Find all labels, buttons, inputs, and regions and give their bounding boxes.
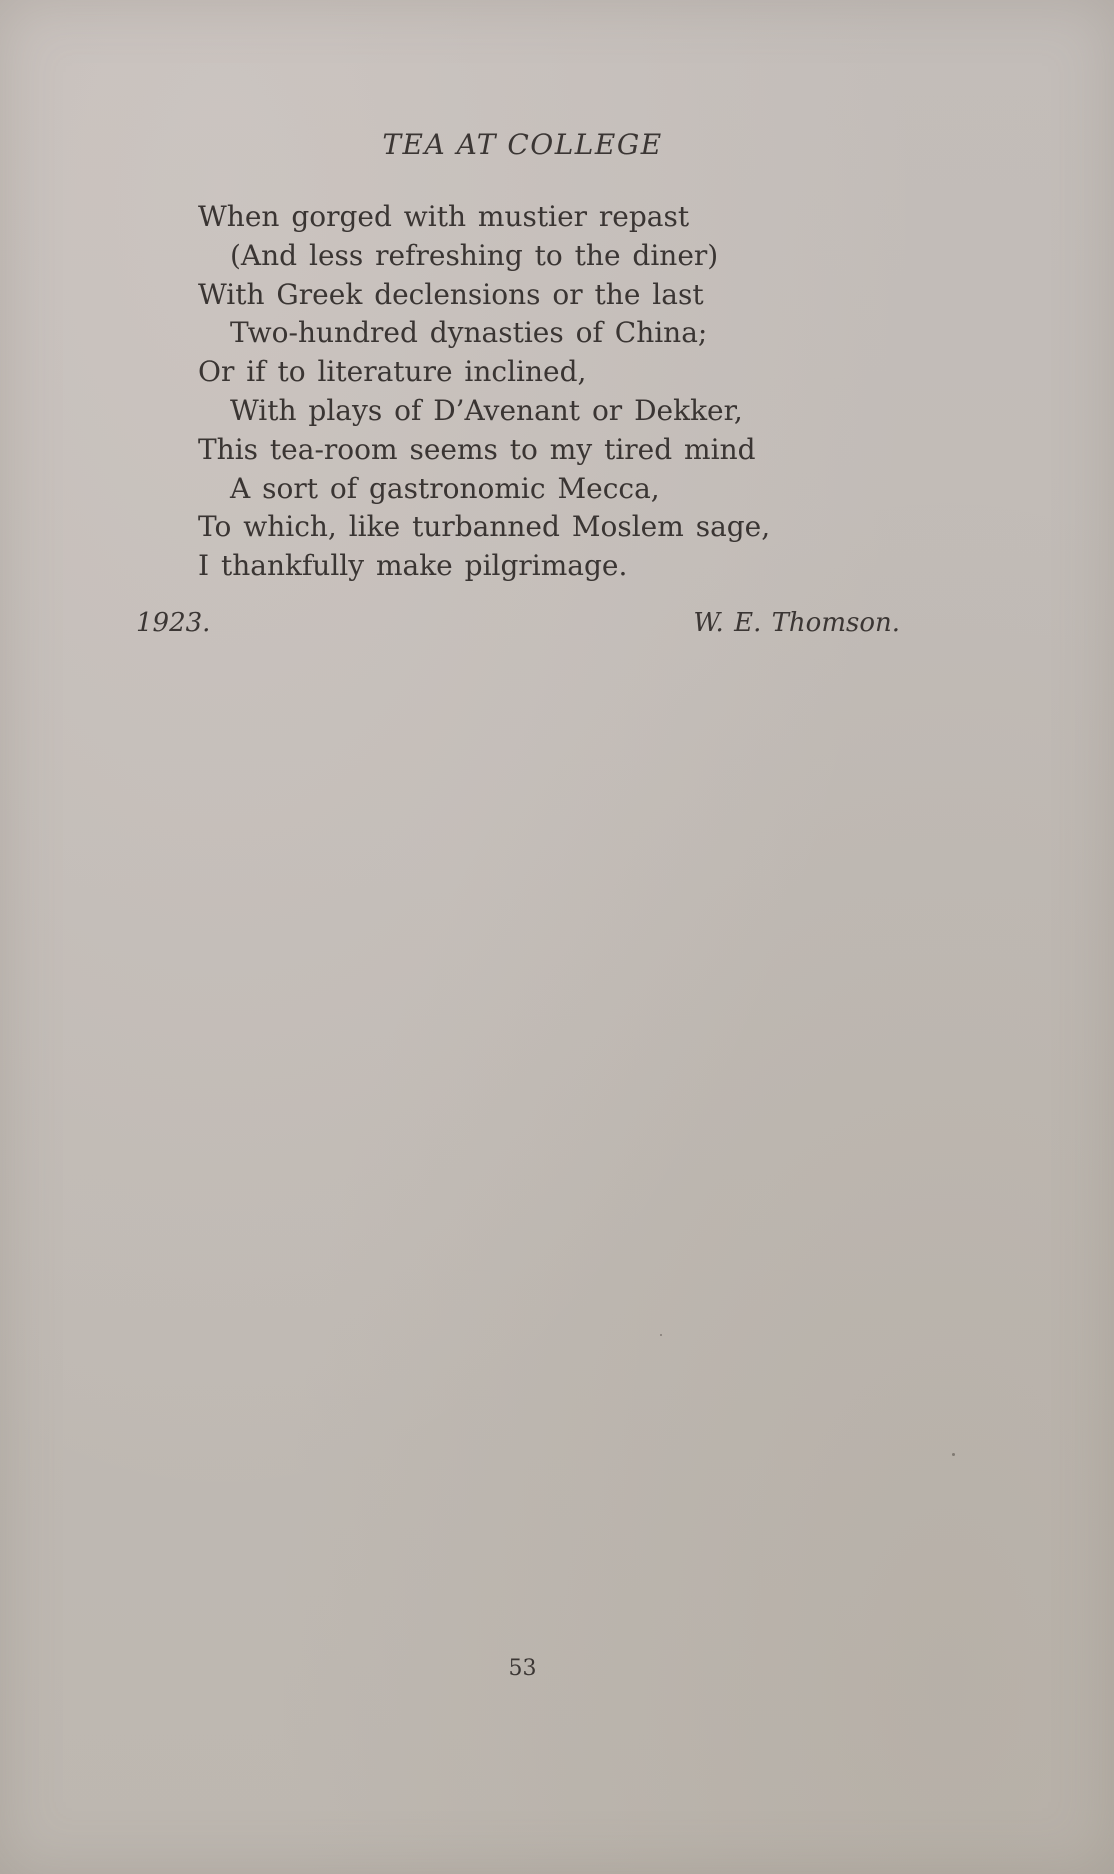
poem-line: This tea-room seems to my tired mind: [198, 432, 756, 466]
poem-line: A sort of gastronomic Mecca,: [230, 471, 660, 505]
poem-line: (And less refreshing to the diner): [230, 238, 719, 272]
poem-date: 1923.: [136, 608, 211, 638]
poem-line: When gorged with mustier repast: [198, 200, 690, 233]
paper-speck: [660, 1334, 662, 1336]
poem-author: W. E. Thomson.: [693, 608, 900, 638]
poem-line: Or if to literature inclined,: [198, 355, 587, 389]
poem-title: TEA AT COLLEGE: [382, 128, 663, 161]
poem-line: With Greek declensions or the last: [198, 277, 704, 311]
poem-line: With plays of D’Avenant or Dekker,: [230, 393, 743, 427]
poem-line: I thankfully make pilgrimage.: [198, 549, 628, 583]
poem-body: [198, 198, 770, 586]
paper-speck: [952, 1453, 955, 1456]
poem-line: To which, like turbanned Moslem sage,: [198, 510, 771, 544]
poem-line: Two-hundred dynasties of China;: [230, 316, 708, 350]
page-number: 53: [508, 1656, 537, 1681]
